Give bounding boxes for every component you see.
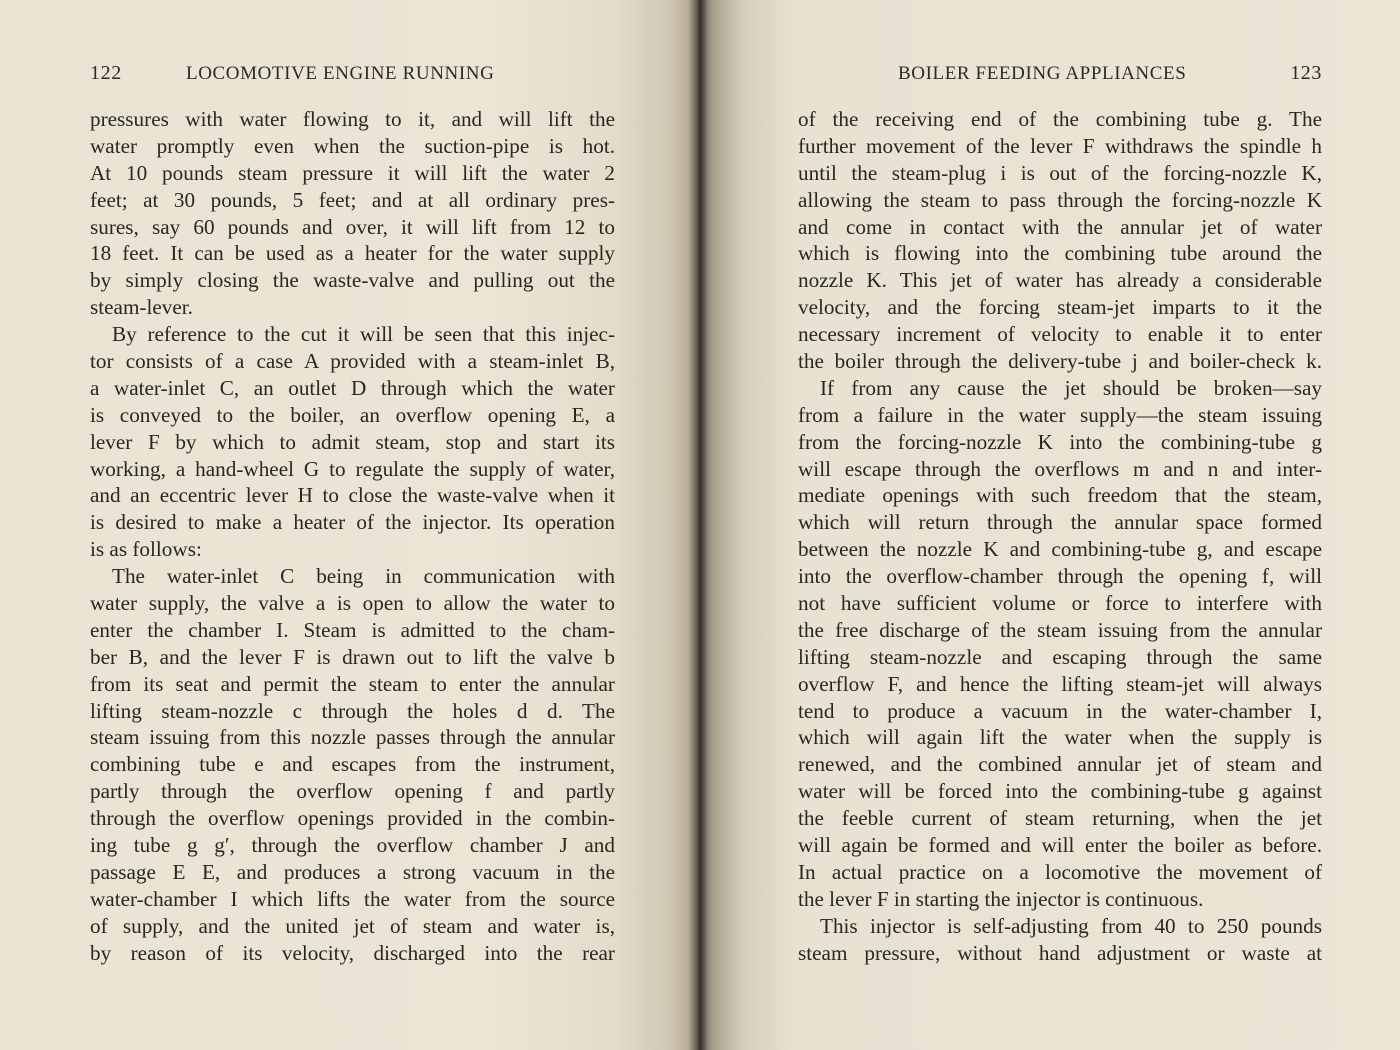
text-line: lifting steam-nozzle c through the holes d d. The xyxy=(90,698,615,723)
text-line: If from any cause the jet should be broken—say xyxy=(820,375,1322,400)
text-line: by simply closing the waste-valve and pulling out the xyxy=(90,268,615,293)
text-line: ing tube g g′, through the overflow chamber J and xyxy=(90,833,615,858)
text-line: of the receiving end of the combining tube g. The xyxy=(798,107,1322,131)
text-line: In actual practice on a locomotive the movement of xyxy=(798,859,1322,884)
text-line: water-chamber I which lifts the water from the source xyxy=(90,886,615,911)
text-line: necessary increment of velocity to enable it to enter xyxy=(798,322,1322,347)
text-line: overflow F, and hence the lifting steam-jet will always xyxy=(798,671,1322,696)
text-line: the free discharge of the steam issuing from the annular xyxy=(798,617,1322,642)
text-line: and an eccentric lever H to close the waste-valve when it xyxy=(90,483,615,508)
text-line: from a failure in the water supply—the steam issuing xyxy=(798,402,1322,427)
text-line: lifting steam-nozzle and escaping through the same xyxy=(798,644,1322,669)
text-line: further movement of the lever F withdraws the spindle h xyxy=(798,133,1322,158)
text-line: The water-inlet C being in communication with xyxy=(112,564,615,589)
left-page-body xyxy=(90,106,615,967)
text-line: nozzle K. This jet of water has already a considerable xyxy=(798,268,1322,293)
text-line: tend to produce a vacuum in the water-chamber I, xyxy=(798,698,1322,723)
text-line: which is flowing into the combining tube around the xyxy=(798,241,1322,266)
text-line: into the overflow-chamber through the opening f, will xyxy=(798,564,1322,589)
text-line: the boiler through the delivery-tube j and boiler-check k. xyxy=(798,349,1322,374)
running-head: LOCOMOTIVE ENGINE RUNNING xyxy=(186,63,495,84)
text-line: steam issuing from this nozzle passes through the annular xyxy=(90,725,615,750)
text-line: is as follows: xyxy=(90,537,202,562)
text-line: water promptly even when the suction-pipe is hot. xyxy=(90,133,615,158)
page-number: 122 xyxy=(90,62,122,84)
right-page xyxy=(700,0,1400,1050)
text-line: not have sufficient volume or force to interfere with xyxy=(798,591,1322,616)
text-line: water will be forced into the combining-tube g against xyxy=(798,779,1322,804)
text-line: through the overflow openings provided in the combin- xyxy=(90,806,615,831)
text-line: which will again lift the water when the supply is xyxy=(798,725,1322,750)
text-line: feet; at 30 pounds, 5 feet; and at all ordinary pres- xyxy=(90,187,615,212)
text-line: of supply, and the united jet of steam and water is, xyxy=(90,913,615,938)
text-line: combining tube e and escapes from the instrument, xyxy=(90,752,615,777)
text-line: steam-lever. xyxy=(90,295,193,320)
book-gutter xyxy=(688,0,708,1050)
text-line: until the steam-plug i is out of the forcing-nozzle K, xyxy=(798,160,1322,185)
text-line: passage E E, and produces a strong vacuum in the xyxy=(90,859,615,884)
text-line: is conveyed to the boiler, an overflow opening E, a xyxy=(90,402,615,427)
text-line: lever F by which to admit steam, stop and start its xyxy=(90,429,615,454)
text-line: which will return through the annular space formed xyxy=(798,510,1322,535)
right-page-body xyxy=(798,106,1322,967)
text-line: This injector is self-adjusting from 40 to 250 pounds xyxy=(820,913,1322,938)
page-number: 123 xyxy=(1290,62,1322,84)
text-line: steam pressure, without hand adjustment or waste at xyxy=(798,940,1322,965)
text-line: water supply, the valve a is open to allow the water to xyxy=(90,591,615,616)
text-line: ber B, and the lever F is drawn out to lift the valve b xyxy=(90,644,615,669)
text-line: from its seat and permit the steam to enter the annular xyxy=(90,671,615,696)
text-line: By reference to the cut it will be seen that this injec- xyxy=(112,322,615,347)
text-line: will escape through the overflows m and n and inter- xyxy=(798,456,1322,481)
text-line: mediate openings with such freedom that the steam, xyxy=(798,483,1322,508)
running-head: BOILER FEEDING APPLIANCES xyxy=(898,63,1187,84)
text-line: renewed, and the combined annular jet of steam and xyxy=(798,752,1322,777)
text-line: velocity, and the forcing steam-jet imparts to it the xyxy=(798,295,1322,320)
text-line: the lever F in starting the injector is continuous. xyxy=(798,886,1204,911)
text-line: a water-inlet C, an outlet D through which the water xyxy=(90,375,615,400)
text-line: from the forcing-nozzle K into the combining-tube g xyxy=(798,429,1322,454)
text-line: enter the chamber I. Steam is admitted to the cham- xyxy=(90,617,615,642)
text-line: the feeble current of steam returning, when the jet xyxy=(798,806,1322,831)
text-line: sures, say 60 pounds and over, it will lift from 12 to xyxy=(90,214,615,239)
text-line: 18 feet. It can be used as a heater for the water supply xyxy=(90,241,615,266)
text-line: working, a hand-wheel G to regulate the supply of water, xyxy=(90,456,615,481)
text-line: will again be formed and will enter the boiler as before. xyxy=(798,833,1322,858)
text-line: pressures with water flowing to it, and will lift the xyxy=(90,107,615,131)
text-line: allowing the steam to pass through the forcing-nozzle K xyxy=(798,187,1322,212)
text-line: partly through the overflow opening f and partly xyxy=(90,779,615,804)
text-line: between the nozzle K and combining-tube g, and escape xyxy=(798,537,1322,562)
text-line: and come in contact with the annular jet of water xyxy=(798,214,1322,239)
text-line: tor consists of a case A provided with a steam-inlet B, xyxy=(90,349,615,374)
text-line: is desired to make a heater of the injector. Its operation xyxy=(90,510,615,535)
text-line: by reason of its velocity, discharged into the rear xyxy=(90,940,615,965)
left-page-header xyxy=(90,62,615,92)
right-page-header xyxy=(798,62,1322,92)
text-line: At 10 pounds steam pressure it will lift the water 2 xyxy=(90,160,615,185)
